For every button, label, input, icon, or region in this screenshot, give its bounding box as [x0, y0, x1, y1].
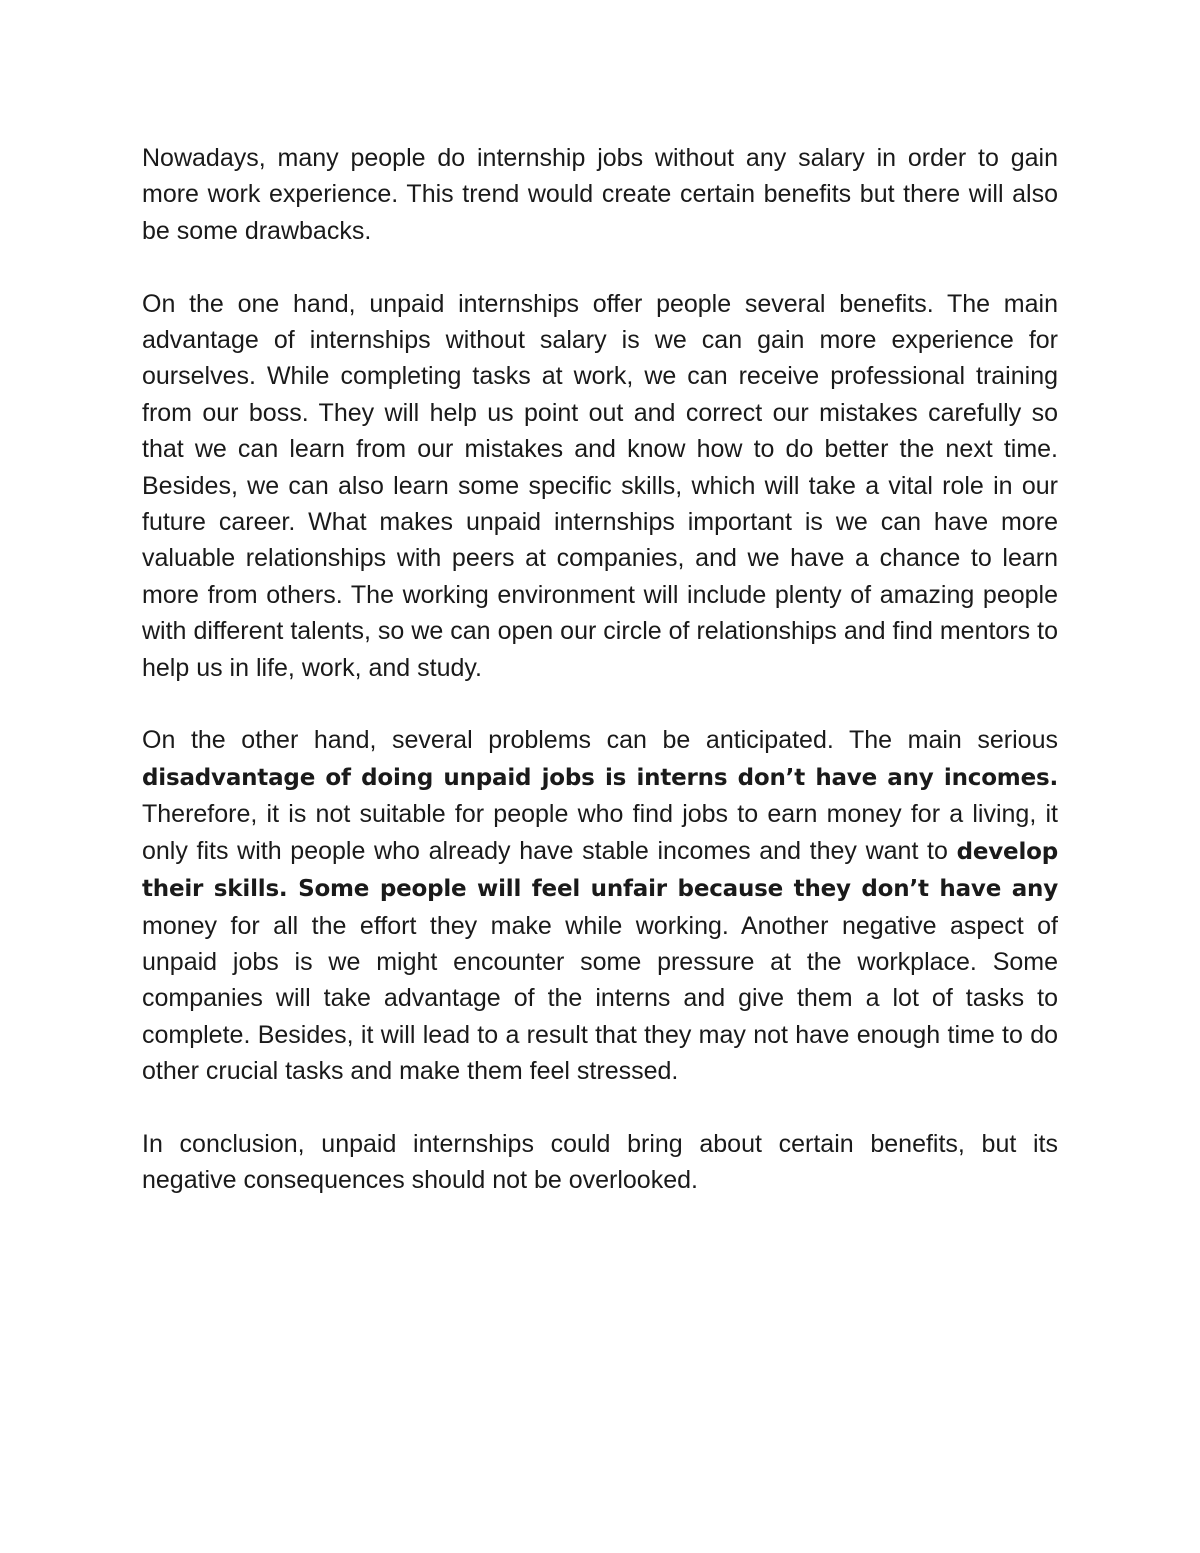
paragraph-text: Therefore, it is not suitable for people who find jobs to earn money for a living, it only fits with people who already have stable incomes and they want to: [142, 800, 1058, 865]
paragraph-text: money for all the effort they make while working. Another negative aspect of unpaid jobs is we might encounter some pressure at the workplace. Some companies will take advantage of the interns and give them a lot of tasks to complete. Besides, it will lead to a result that they may not have enough time to do other crucial tasks and make them feel stressed.: [142, 911, 1058, 1086]
paragraph-introduction: [142, 140, 1058, 249]
paragraph-text: On the other hand, several problems can be anticipated. The main serious: [142, 726, 1058, 755]
paragraph-drawbacks: [142, 722, 1058, 1089]
paragraph-text: On the one hand, unpaid internships offer people several benefits. The main advantage of internships without salary is we can gain more experience for ourselves. While completing tasks at work, we can receive professional training from our boss. They will help us point out and correct our mistakes carefully so that we can learn from our mistakes and know how to do better the next time. Besides, we can also learn some specific skills, which will take a vital role in our future career. What makes unpaid internships important is we can have more valuable relationships with peers at companies, and we have a chance to learn more from others. The working environment will include plenty of amazing people with different talents, so we can open our circle of relationships and find mentors to help us in life, work, and study.: [142, 289, 1058, 682]
paragraph-benefits: [142, 286, 1058, 686]
paragraph-conclusion: [142, 1126, 1058, 1199]
paragraph-text: Nowadays, many people do internship jobs without any salary in order to gain more work experience. This trend would create certain benefits but there will also be some drawbacks.: [142, 144, 1058, 245]
paragraph-text-emphasis: develop their skills. Some people will feel unfair because they don’t have any: [142, 838, 1058, 903]
paragraph-text: In conclusion, unpaid internships could bring about certain benefits, but its negative consequences should not be overlooked.: [142, 1129, 1058, 1195]
document-body: [142, 140, 1058, 1199]
paragraph-text-emphasis: disadvantage of doing unpaid jobs is interns don’t have any incomes.: [142, 764, 1058, 791]
